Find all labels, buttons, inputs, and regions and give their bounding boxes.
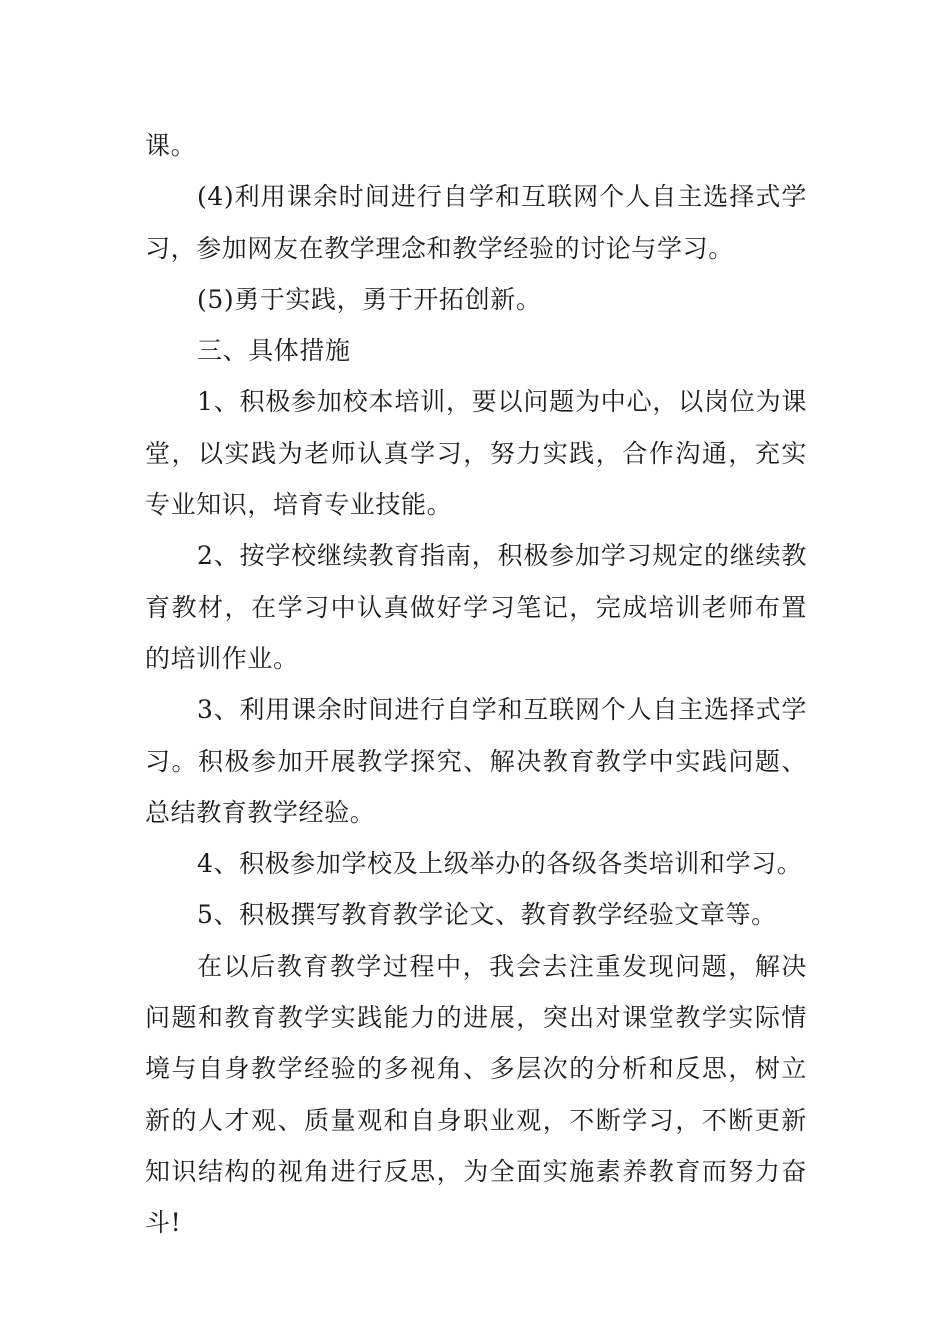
measure-item-4: 4、积极参加学校及上级举办的各级各类培训和学习。 bbox=[197, 849, 803, 879]
measure-item-5: 5、积极撰写教育教学论文、教育教学经验文章等。 bbox=[197, 900, 777, 930]
section-heading-measures: 三、具体措施 bbox=[197, 336, 351, 366]
paragraph-item-5: (5)勇于实践，勇于开拓创新。 bbox=[197, 284, 542, 314]
paragraph-item-4: (4)利用课余时间进行自学和互联网个人自主选择式学习，参加网友在教学理念和教学经验的讨论与学习。 bbox=[145, 182, 807, 263]
measure-item-1: 1、积极参加校本培训，要以问题为中心，以岗位为课堂，以实践为老师认真学习，努力实践，合作沟通，充实专业知识，培育专业技能。 bbox=[145, 387, 807, 520]
measure-item-3: 3、利用课余时间进行自学和互联网个人自主选择式学习。积极参加开展教学探究、解决教育教学中实践问题、总结教育教学经验。 bbox=[145, 695, 807, 827]
measure-item-2: 2、按学校继续教育指南，积极参加学习规定的继续教育教材，在学习中认真做好学习笔记，完成培训老师布置的培训作业。 bbox=[145, 541, 807, 673]
closing-paragraph: 在以后教育教学过程中，我会去注重发现问题，解决问题和教育教学实践能力的进展，突出对课堂教学实际情境与自身教学经验的多视角、多层次的分析和反思，树立新的人才观、质量观和自身职业观，不断学习，不断更新知识结构的视角进行反思，为全面实施素养教育而努力奋斗! bbox=[145, 951, 807, 1238]
document-body bbox=[145, 120, 807, 1249]
paragraph-continuation: 课。 bbox=[145, 131, 197, 160]
